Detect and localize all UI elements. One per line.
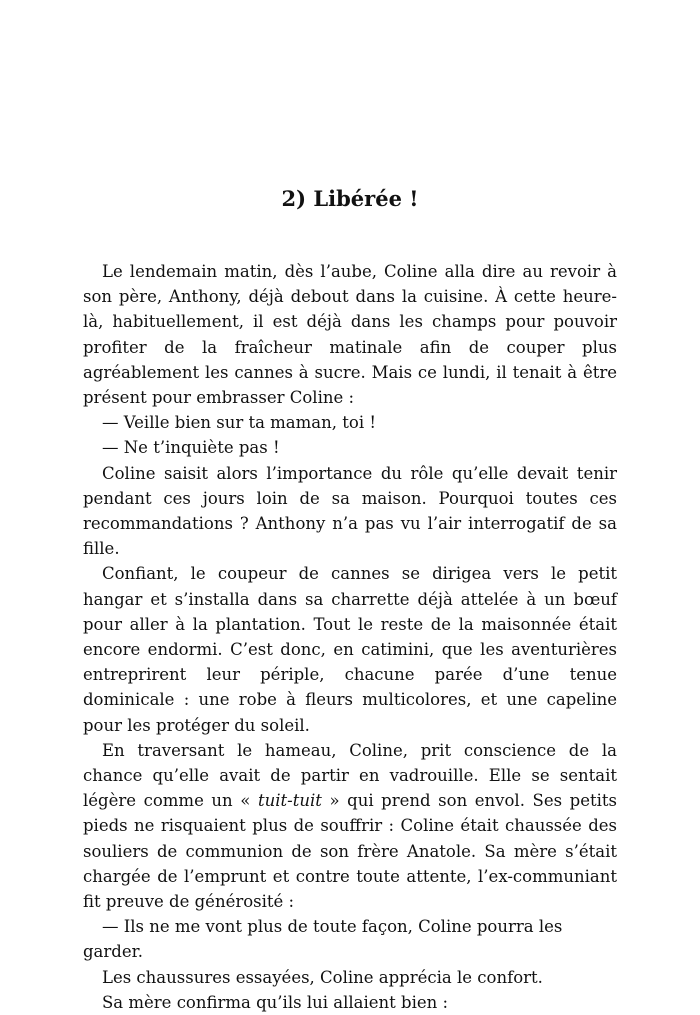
paragraph-hamlet xyxy=(83,738,617,914)
paragraph-mother-confirms: Sa mère confirma qu’ils lui allaient bien : xyxy=(102,992,449,1012)
chapter-title: 2) Libérée ! xyxy=(281,186,419,211)
paragraph-shoes-tried: Les chaussures essayées, Coline apprécia le confort. xyxy=(102,967,543,987)
paragraph-departure: Confiant, le coupeur de cannes se dirigea vers le petit hangar et s’installa dans sa charrette déjà attelée à un bœuf pour aller à la plantation. Tout le reste de la maisonnée était encore endormi. C’est donc, en catimini, que les aventurières entreprirent leur périple, chacune parée d’une tenue dominicale : une robe à fleurs multicolores, et une capeline pour les protéger du soleil. xyxy=(83,564,617,735)
paragraph-father-goodbye: Le lendemain matin, dès l’aube, Coline alla dire au revoir à son père, Anthony, déjà debout dans la cuisine. À cette heure-là, habituellement, il est déjà dans les champs pour pouvoir profiter de la fraîcheur matinale afin de couper plus agréablement les cannes à sucre. Mais ce lundi, il tenait à être présent pour embrasser Coline : xyxy=(83,262,617,408)
paragraph-hamlet-part1: En traversant le hameau, Coline, prit conscience de la chance qu’elle avait de partir en vadrouille. Elle se sentait légère comme un « xyxy=(83,740,617,811)
dialogue-line-father: — Veille bien sur ta maman, toi ! xyxy=(102,413,376,433)
chapter-body xyxy=(83,259,617,1015)
dialogue-line-coline: — Ne t’inquiète pas ! xyxy=(102,438,280,458)
dialogue-line-anatole: — Ils ne me vont plus de toute façon, Coline pourra les garder. xyxy=(83,917,563,962)
paragraph-importance-role: Coline saisit alors l’importance du rôle qu’elle devait tenir pendant ces jours loin de sa maison. Pourquoi toutes ces recommandations ? Anthony n’a pas vu l’air interrogatif de sa fille. xyxy=(83,463,617,559)
paragraph-hamlet-italic: tuit-tuit xyxy=(257,791,322,811)
paragraph-hamlet-part2: » qui prend son envol. Ses petits pieds ne risquaient plus de souffrir : Coline était chaussée des souliers de communion de son frère Anatole. Sa mère s’était chargée de l’emprunt et contre toute attente, l’ex-communiant fit preuve de générosité : xyxy=(83,791,617,912)
